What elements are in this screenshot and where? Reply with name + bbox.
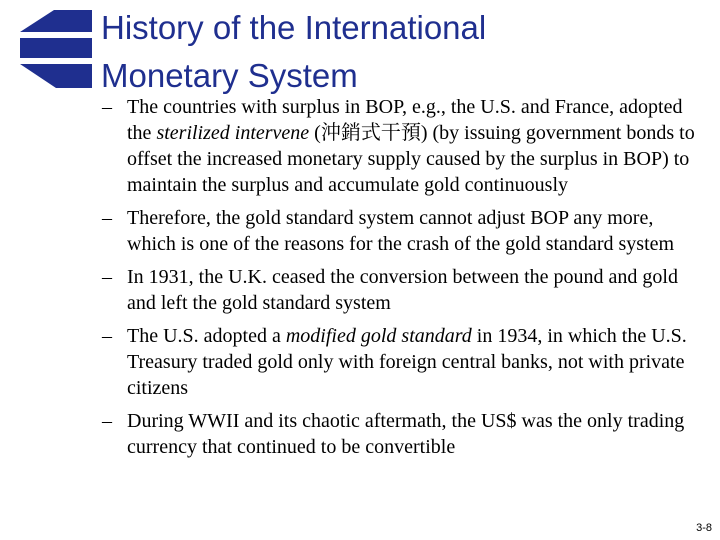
bullet-text-cont: in 1934, in which the U.S. Treasury traded gold only with foreign central banks, not with private citizens xyxy=(127,325,687,399)
bullet-list xyxy=(102,94,702,467)
stacked-bars-logo-icon xyxy=(20,10,92,88)
slide-title-line-2: Monetary System xyxy=(101,57,358,94)
bullet-item-3 xyxy=(102,264,702,316)
bullet-item-1 xyxy=(102,94,702,198)
bullet-item-5 xyxy=(102,408,702,460)
bullet-text: During WWII and its chaotic aftermath, the US$ was the only trading currency that continued to be convertible xyxy=(127,410,685,458)
bullet-text: Therefore, the gold standard system cannot adjust BOP any more, which is one of the reasons for the crash of the gold standard system xyxy=(127,207,675,255)
bullet-text: The U.S. adopted a xyxy=(127,325,286,347)
logo-bar-3 xyxy=(20,64,92,88)
bullet-dash: – xyxy=(102,325,112,347)
bullet-dash: – xyxy=(102,266,112,288)
page-number: 3-8 xyxy=(696,522,712,534)
bullet-dash: – xyxy=(102,410,112,432)
bullet-text: In 1931, the U.K. ceased the conversion between the pound and gold and left the gold standard system xyxy=(127,266,678,314)
slide-title-line-1: History of the International xyxy=(101,9,487,46)
bullet-text: The countries with surplus in BOP, e.g., the U.S. and France, adopted the xyxy=(127,96,683,144)
bullet-emphasis: sterilized intervene xyxy=(156,122,310,144)
bullet-emphasis: modified gold standard xyxy=(285,325,472,347)
slide-title xyxy=(101,4,701,100)
bullet-item-2 xyxy=(102,205,702,257)
logo-bar-1 xyxy=(20,10,92,32)
bullet-text-cont: (沖銷式干預) (by issuing government bonds to offset the increased monetary supply caused by the surplus in BOP) to maintain the surplus and accumulate gold continuously xyxy=(127,122,695,196)
bullet-item-4 xyxy=(102,323,702,401)
bullet-dash: – xyxy=(102,96,112,118)
logo-bar-2 xyxy=(20,38,92,58)
bullet-dash: – xyxy=(102,207,112,229)
